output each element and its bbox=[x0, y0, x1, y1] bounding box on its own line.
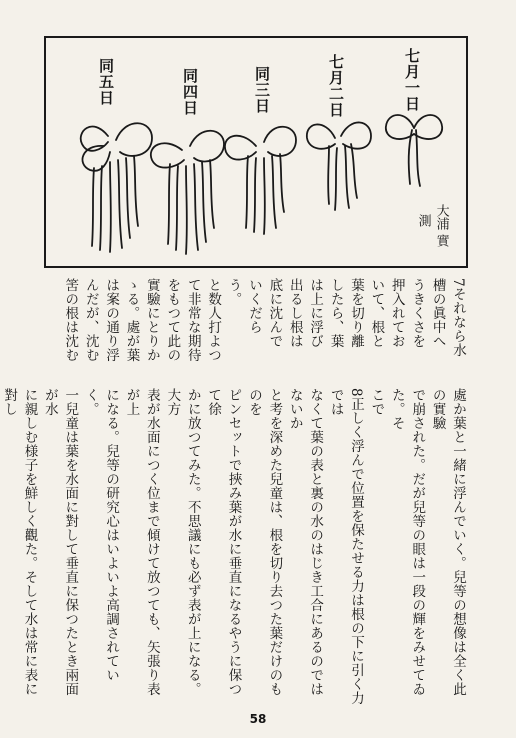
text-line: で崩された。だが兒等の眼は一段の輝をみせてゐた。そ bbox=[388, 388, 426, 696]
text-line: 實驗にとりか bbox=[143, 278, 160, 362]
upper-text-block bbox=[48, 278, 468, 368]
text-line: こで bbox=[368, 388, 385, 416]
text-line: う。 bbox=[225, 278, 242, 306]
text-line: と考を深めた兒童は、根を切り去つた葉だけのものを bbox=[245, 388, 283, 696]
text-line: 槽の眞中へ bbox=[429, 278, 446, 348]
caption-july-1: 七月一日 bbox=[403, 48, 421, 112]
duckweed-plant-icon bbox=[151, 131, 224, 254]
text-line: いて、根と bbox=[368, 278, 385, 348]
duckweed-plant-icon bbox=[81, 123, 152, 252]
text-line: 8正しく浮んで位置を保たせる力は根の下に引く力では bbox=[327, 388, 364, 706]
caption-day-3: 同三日 bbox=[253, 66, 271, 114]
text-line: 一兒童は葉を水面に對して垂直に保つたとき兩面が水 bbox=[41, 388, 79, 696]
text-line: 處か葉と一緒に浮んでいく。兒等の想像は全く此の實驗 bbox=[429, 388, 466, 696]
text-line: いくだら bbox=[245, 278, 262, 334]
page-number: 58 bbox=[249, 712, 267, 726]
text-line: 押入れてお bbox=[388, 278, 405, 348]
credit-name-2: 實 bbox=[433, 234, 449, 247]
text-line: と数人打よつ bbox=[205, 278, 222, 362]
illustration-frame bbox=[44, 36, 468, 268]
text-line: をもつて此の bbox=[164, 278, 181, 362]
text-line: 筈の根は沈む bbox=[62, 278, 79, 362]
duckweed-plant-icon bbox=[225, 127, 296, 234]
text-line: うきくさを bbox=[409, 278, 426, 348]
text-line: 葉を切り離 bbox=[347, 278, 364, 348]
lower-text-block bbox=[1, 388, 468, 706]
credit-name: 大浦 bbox=[433, 204, 449, 230]
credit-role: 測 bbox=[415, 214, 431, 227]
caption-day-5: 同五日 bbox=[97, 58, 115, 106]
text-line: になる。兒等の研究心はいよいよ高調されていく。 bbox=[82, 388, 120, 682]
text-line: て非常な期待 bbox=[184, 278, 201, 362]
duckweed-plant-icon bbox=[307, 122, 371, 210]
text-line: なくて葉の表と裏の水のはじき工合にあるのではないか bbox=[286, 388, 324, 696]
text-line: 底に沈んで bbox=[266, 278, 283, 348]
text-line: ピンセットで挾み葉が水に垂直になるやうに保つて徐 bbox=[205, 388, 242, 696]
text-line: は案の通り浮 bbox=[103, 278, 120, 362]
text-line: 7それなら水 bbox=[450, 278, 466, 358]
text-line: 表が水面につく位まで傾けて放つても、矢張り表が上 bbox=[123, 388, 160, 696]
text-line: 出るし根は bbox=[286, 278, 303, 348]
caption-day-4: 同四日 bbox=[181, 68, 199, 116]
caption-july-2: 七月二日 bbox=[327, 54, 345, 118]
text-line: かに放つてみた。不思議にも必ず表が上になる。大方 bbox=[164, 388, 201, 696]
text-line: んだが、沈む bbox=[82, 278, 99, 362]
text-line: に親しむ様子を鮮しく觀た。そして水は常に表に對し bbox=[1, 388, 38, 696]
text-line: ゝる。處が葉 bbox=[123, 278, 140, 362]
text-line: したら、葉 bbox=[327, 278, 344, 348]
duckweed-plant-icon bbox=[386, 115, 442, 186]
text-line: は上に浮び bbox=[307, 278, 324, 348]
